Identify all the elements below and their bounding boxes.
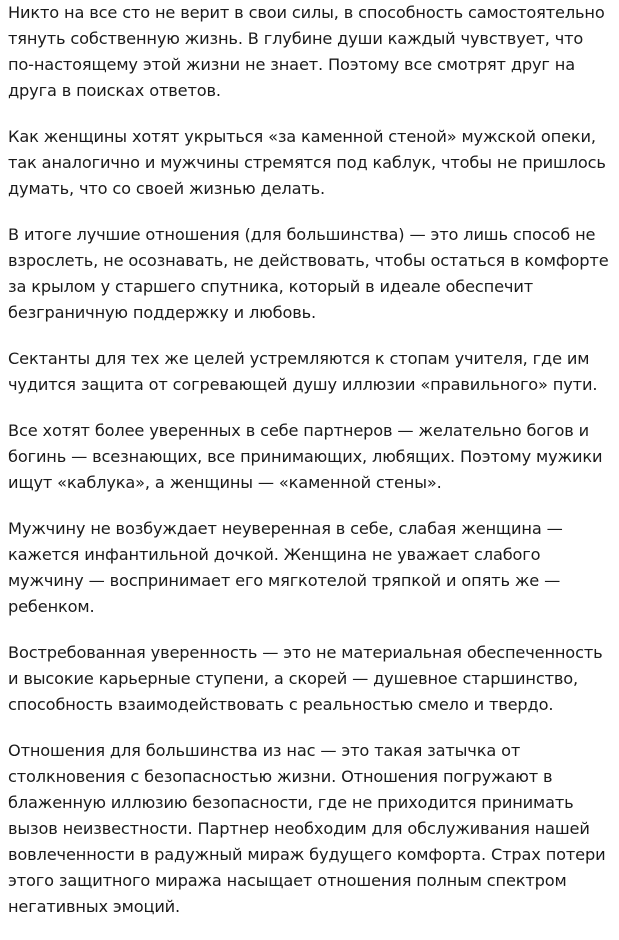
paragraph-3: В итоге лучшие отношения (для большинства) — это лишь способ не взрослеть, не осознавать, не действовать, чтобы остаться в комфорте за крылом у старшего спутника, который в идеале обеспечит безграничную поддержку и любовь. [8,225,609,322]
article-body [8,0,613,940]
paragraph-5: Все хотят более уверенных в себе партнеров — желательно богов и богинь — всезнающих, все принимающих, любящих. Поэтому мужики ищут «каблука», а женщины — «каменной стены». [8,421,603,492]
paragraph-6: Мужчину не возбуждает неуверенная в себе, слабая женщина — кажется инфантильной дочкой. Женщина не уважает слабого мужчину — воспринимает его мягкотелой тряпкой и опять же — ребенком. [8,519,563,616]
paragraph-2: Как женщины хотят укрыться «за каменной стеной» мужской опеки, так аналогично и мужчины стремятся под каблук, чтобы не пришлось думать, что со своей жизнью делать. [8,127,606,198]
paragraph-7: Востребованная уверенность — это не материальная обеспеченность и высокие карьерные ступени, а скорей — душевное старшинство, способность взаимодействовать с реальностью смело и твердо. [8,643,603,714]
paragraph-4: Сектанты для тех же целей устремляются к стопам учителя, где им чудится защита от согревающей душу иллюзии «правильного» пути. [8,349,598,394]
paragraph-1: Никто на все сто не верит в свои силы, в способность самостоятельно тянуть собственную жизнь. В глубине души каждый чувствует, что по-настоящему этой жизни не знает. Поэтому все смотрят друг на друга в поисках ответов. [8,3,605,100]
paragraph-8: Отношения для большинства из нас — это такая затычка от столкновения с безопасностью жизни. Отношения погружают в блаженную иллюзию безопасности, где не приходится принимать вызов неизвестности. Партнер необходим для обслуживания нашей вовлеченности в радужный мираж будущего комфорта. Страх потери этого защитного миража насыщает отношения полным спектром негативных эмоций. [8,741,606,916]
